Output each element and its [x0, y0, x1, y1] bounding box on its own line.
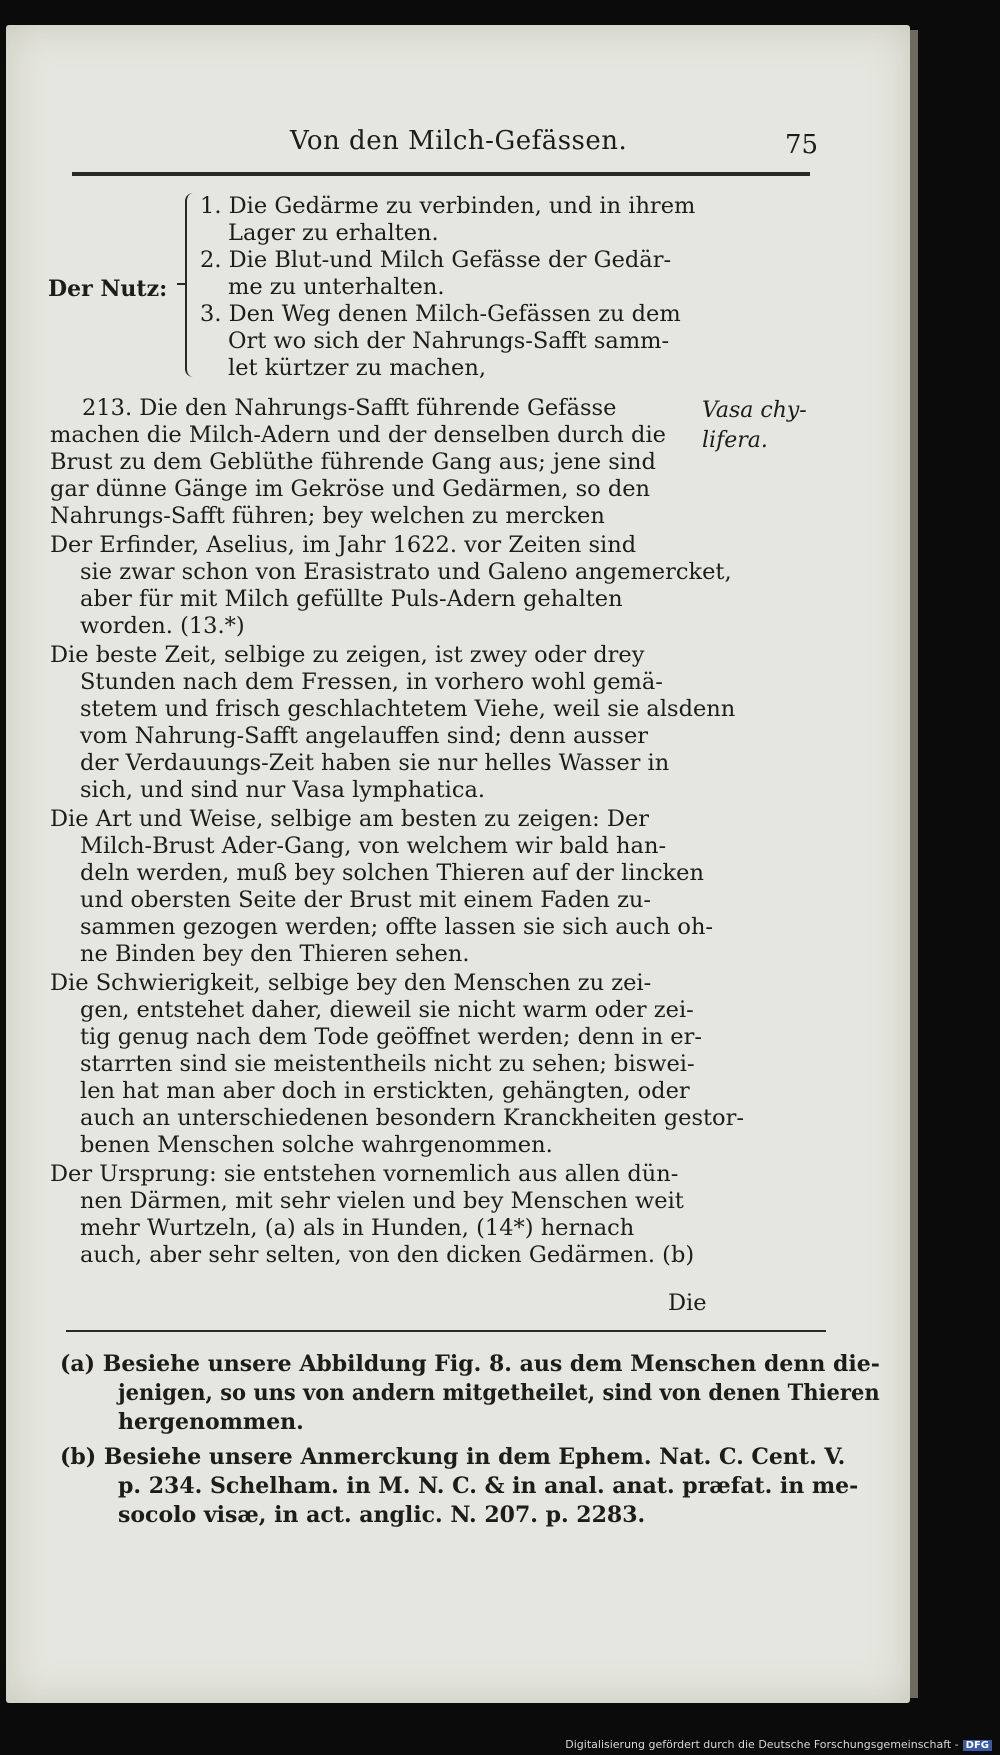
page-edge — [910, 30, 918, 1698]
nutz-line: 1. Die Gedärme zu verbinden, und in ihrem — [200, 193, 696, 219]
body-line: sie zwar schon von Erasistrato und Galeno angemercket, — [80, 559, 732, 585]
body-line: 213. Die den Nahrungs-Safft führende Gefässe — [82, 395, 617, 421]
page-number: 75 — [785, 130, 819, 160]
body-line: sich, und sind nur Vasa lymphatica. — [80, 777, 486, 803]
body-line: mehr Wurtzeln, (a) als in Hunden, (14*) hernach — [80, 1215, 635, 1241]
side-note-line: Vasa chy- — [702, 398, 807, 423]
body-line: und obersten Seite der Brust mit einem Faden zu- — [80, 887, 652, 913]
body-line: ne Binden bey den Thieren sehen. — [80, 941, 470, 967]
body-line: Brust zu dem Geblüthe führende Gang aus; jene sind — [50, 449, 656, 475]
footnote-rule — [66, 1330, 826, 1332]
side-note-line: lifera. — [702, 428, 768, 453]
body-line: machen die Milch-Adern und der denselben durch die — [50, 422, 666, 448]
nutz-line: let kürtzer zu machen, — [228, 355, 487, 381]
catchword: Die — [668, 1290, 707, 1316]
body-line: starrten sind sie meistentheils nicht zu sehen; biswei- — [80, 1051, 695, 1077]
footnote-line: jenigen, so uns von andern mitgetheilet, sind von denen Thieren — [118, 1380, 880, 1406]
body-line: stetem und frisch geschlachtetem Viehe, weil sie alsdenn — [80, 696, 736, 722]
body-line: Die beste Zeit, selbige zu zeigen, ist zwey oder drey — [50, 642, 645, 668]
nutz-line: Ort wo sich der Nahrungs-Safft samm- — [228, 328, 670, 354]
running-title: Von den Milch-Gefässen. — [290, 126, 628, 156]
nutz-line: 3. Den Weg denen Milch-Gefässen zu dem — [200, 301, 681, 327]
nutz-line: me zu unterhalten. — [228, 274, 445, 300]
credit-text: Digitalisierung gefördert durch die Deutsche Forschungsgemeinschaft - — [565, 1738, 959, 1751]
nutz-line: 2. Die Blut-und Milch Gefässe der Gedär- — [200, 247, 672, 273]
body-line: Milch-Brust Ader-Gang, von welchem wir bald han- — [80, 833, 667, 859]
body-line: nen Därmen, mit sehr vielen und bey Menschen weit — [80, 1188, 684, 1214]
digitization-credit — [565, 1738, 992, 1751]
dfg-logo: DFG — [963, 1740, 992, 1751]
body-line: auch, aber sehr selten, von den dicken Gedärmen. (b) — [80, 1242, 695, 1268]
footnote-line: (a) Besiehe unsere Abbildung Fig. 8. aus dem Menschen denn die- — [60, 1351, 880, 1377]
brace — [185, 193, 199, 377]
body-line: len hat man aber doch in erstickten, gehängten, oder — [80, 1078, 690, 1104]
footnote-line: socolo visæ, in act. anglic. N. 207. p. 2283. — [118, 1502, 646, 1528]
body-line: gar dünne Gänge im Gekröse und Gedärmen, so den — [50, 476, 651, 502]
body-line: sammen gezogen werden; offte lassen sie sich auch oh- — [80, 914, 714, 940]
body-line: Stunden nach dem Fressen, in vorhero wohl gemä- — [80, 669, 663, 695]
brace-tick — [177, 283, 187, 285]
body-line: auch an unterschiedenen besondern Kranckheiten gestor- — [80, 1105, 744, 1131]
nutz-line: Lager zu erhalten. — [228, 220, 439, 246]
footnote-line: p. 234. Schelham. in M. N. C. & in anal. anat. præfat. in me- — [118, 1473, 859, 1499]
body-line: vom Nahrung-Safft angelauffen sind; denn ausser — [80, 723, 649, 749]
body-line: Nahrungs-Safft führen; bey welchen zu mercken — [50, 503, 605, 529]
body-line: benen Menschen solche wahrgenommen. — [80, 1132, 553, 1158]
body-line: worden. (13.*) — [80, 613, 245, 639]
header-rule — [72, 172, 810, 176]
nutz-label: Der Nutz: — [48, 276, 168, 302]
footnote-line: (b) Besiehe unsere Anmerckung in dem Ephem. Nat. C. Cent. V. — [60, 1444, 846, 1470]
body-line: deln werden, muß bey solchen Thieren auf der lincken — [80, 860, 704, 886]
body-line: Der Ursprung: sie entstehen vornemlich aus allen dün- — [50, 1161, 679, 1187]
body-line: Der Erfinder, Aselius, im Jahr 1622. vor Zeiten sind — [50, 532, 637, 558]
body-line: Die Art und Weise, selbige am besten zu zeigen: Der — [50, 806, 650, 832]
body-line: tig genug nach dem Tode geöffnet werden; denn in er- — [80, 1024, 702, 1050]
body-line: Die Schwierigkeit, selbige bey den Menschen zu zei- — [50, 970, 652, 996]
side-note — [702, 396, 807, 456]
footnote-line: hergenommen. — [118, 1409, 304, 1435]
body-line: gen, entstehet daher, dieweil sie nicht warm oder zei- — [80, 997, 694, 1023]
body-line: aber für mit Milch gefüllte Puls-Adern gehalten — [80, 586, 623, 612]
body-line: der Verdauungs-Zeit haben sie nur helles Wasser in — [80, 750, 670, 776]
